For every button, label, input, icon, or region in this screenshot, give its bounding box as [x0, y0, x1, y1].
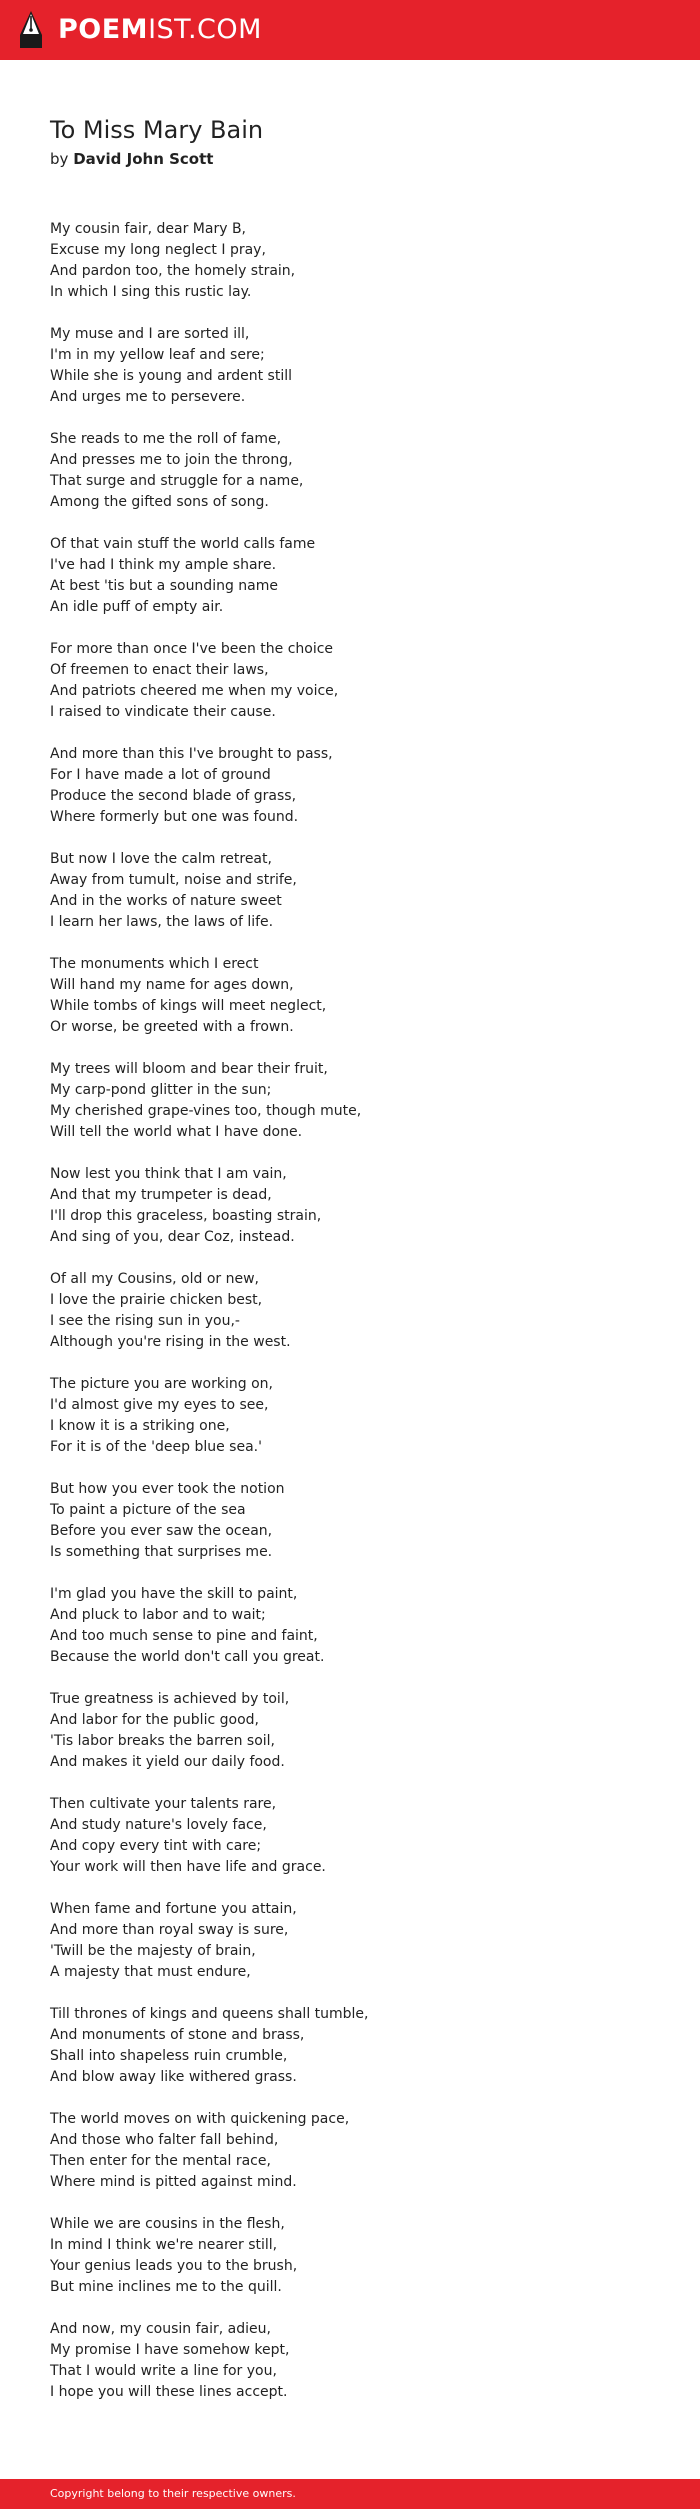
site-logo-link[interactable] — [58, 14, 262, 46]
poem-line: And pardon too, the homely strain, — [50, 263, 296, 279]
poem-body — [50, 219, 650, 2424]
poem-line: Because the world don't call you great. — [50, 1649, 325, 1665]
poem-line: And now, my cousin fair, adieu, — [50, 2321, 271, 2337]
poem-line: But how you ever took the notion — [50, 1481, 285, 1497]
author-link[interactable]: David John Scott — [73, 150, 214, 168]
poem-line: Produce the second blade of grass, — [50, 788, 297, 804]
poem-line: My cherished grape-vines too, though mute, — [50, 1103, 362, 1119]
poem-stanza — [50, 1059, 650, 1143]
poem-line: Where formerly but one was found. — [50, 809, 299, 825]
site-header — [0, 0, 700, 60]
poem-stanza — [50, 849, 650, 933]
poem-stanza — [50, 1164, 650, 1248]
poem-line: And those who falter fall behind, — [50, 2132, 279, 2148]
poem-line: Then cultivate your talents rare, — [50, 1796, 277, 1812]
poem-stanza — [50, 639, 650, 723]
poem-line: Your genius leads you to the brush, — [50, 2258, 298, 2274]
poem-stanza — [50, 534, 650, 618]
poem-line: I'd almost give my eyes to see, — [50, 1397, 269, 1413]
poem-line: But mine inclines me to the quill. — [50, 2279, 282, 2295]
poem-line: Or worse, be greeted with a frown. — [50, 1019, 294, 1035]
poem-stanza — [50, 954, 650, 1038]
poem-line: In mind I think we're nearer still, — [50, 2237, 278, 2253]
poem-line: The monuments which I erect — [50, 956, 259, 972]
brand-bold: POEM — [58, 14, 149, 45]
poem-line: That surge and struggle for a name, — [50, 473, 304, 489]
poem-line: Will hand my name for ages down, — [50, 977, 294, 993]
poem-line: My muse and I are sorted ill, — [50, 326, 250, 342]
poem-line: And makes it yield our daily food. — [50, 1754, 285, 1770]
poem-line: Before you ever saw the ocean, — [50, 1523, 273, 1539]
poem-line: I'll drop this graceless, boasting strain, — [50, 1208, 322, 1224]
poem-stanza — [50, 2214, 650, 2298]
poem-line: The picture you are working on, — [50, 1376, 273, 1392]
poem-line: Shall into shapeless ruin crumble, — [50, 2048, 288, 2064]
poem-line: Of freemen to enact their laws, — [50, 662, 269, 678]
poem-line: I'm glad you have the skill to paint, — [50, 1586, 298, 1602]
poem-line: And more than royal sway is sure, — [50, 1922, 289, 1938]
poem-line: And urges me to persevere. — [50, 389, 246, 405]
poem-line: And study nature's lovely face, — [50, 1817, 267, 1833]
poem-line: And that my trumpeter is dead, — [50, 1187, 272, 1203]
poem-line: In which I sing this rustic lay. — [50, 284, 252, 300]
poem-line: While we are cousins in the flesh, — [50, 2216, 285, 2232]
poem-stanza — [50, 744, 650, 828]
poem-line: I'm in my yellow leaf and sere; — [50, 347, 265, 363]
poem-line: Of all my Cousins, old or new, — [50, 1271, 259, 1287]
poem-line: And in the works of nature sweet — [50, 893, 282, 909]
poem-line: While she is young and ardent still — [50, 368, 292, 384]
poem-line: Among the gifted sons of song. — [50, 494, 269, 510]
poem-line: But now I love the calm retreat, — [50, 851, 272, 867]
poem-line: And too much sense to pine and faint, — [50, 1628, 318, 1644]
poem-line: My carp-pond glitter in the sun; — [50, 1082, 272, 1098]
poem-line: I raised to vindicate their cause. — [50, 704, 276, 720]
poem-line: An idle puff of empty air. — [50, 599, 224, 615]
poem-line: And sing of you, dear Coz, instead. — [50, 1229, 295, 1245]
poem-line: She reads to me the roll of fame, — [50, 431, 282, 447]
poem-line: For I have made a lot of ground — [50, 767, 271, 783]
poem-line: While tombs of kings will meet neglect, — [50, 998, 327, 1014]
poem-line: I know it is a striking one, — [50, 1418, 230, 1434]
poem-line: Where mind is pitted against mind. — [50, 2174, 297, 2190]
poem-line: And labor for the public good, — [50, 1712, 259, 1728]
poem-stanza — [50, 1479, 650, 1563]
poem-line: My cousin fair, dear Mary B, — [50, 221, 246, 237]
poem-stanza — [50, 2109, 650, 2193]
poem-stanza — [50, 1269, 650, 1353]
copyright-text: Copyright belong to their respective owners. — [50, 2487, 296, 2500]
poem-line: And monuments of stone and brass, — [50, 2027, 305, 2043]
poem-line: My trees will bloom and bear their fruit, — [50, 1061, 328, 1077]
site-footer — [0, 2479, 700, 2509]
poem-line: My promise I have somehow kept, — [50, 2342, 290, 2358]
poem-line: Will tell the world what I have done. — [50, 1124, 303, 1140]
poem-line: Then enter for the mental race, — [50, 2153, 271, 2169]
poem-stanza — [50, 1584, 650, 1668]
poem-line: Till thrones of kings and queens shall tumble, — [50, 2006, 369, 2022]
poem-byline — [50, 148, 213, 170]
poem-line: When fame and fortune you attain, — [50, 1901, 297, 1917]
poem-stanza — [50, 2004, 650, 2088]
poem-stanza — [50, 2319, 650, 2403]
poem-line: At best 'tis but a sounding name — [50, 578, 278, 594]
poem-stanza — [50, 1794, 650, 1878]
pen-nib-icon[interactable] — [18, 10, 44, 50]
poem-line: And copy every tint with care; — [50, 1838, 262, 1854]
poem-stanza — [50, 1689, 650, 1773]
poem-line: A majesty that must endure, — [50, 1964, 251, 1980]
poem-line: True greatness is achieved by toil, — [50, 1691, 290, 1707]
poem-line: And patriots cheered me when my voice, — [50, 683, 339, 699]
poem-line: And blow away like withered grass. — [50, 2069, 297, 2085]
poem-line: That I would write a line for you, — [50, 2363, 277, 2379]
poem-line: And presses me to join the throng, — [50, 452, 293, 468]
poem-stanza — [50, 1899, 650, 1983]
poem-line: I love the prairie chicken best, — [50, 1292, 263, 1308]
poem-line: And more than this I've brought to pass, — [50, 746, 333, 762]
poem-line: To paint a picture of the sea — [50, 1502, 246, 1518]
poem-line: Is something that surprises me. — [50, 1544, 273, 1560]
by-label: by — [50, 150, 69, 168]
poem-line: Excuse my long neglect I pray, — [50, 242, 266, 258]
poem-stanza — [50, 429, 650, 513]
poem-line: Of that vain stuff the world calls fame — [50, 536, 316, 552]
poem-line: The world moves on with quickening pace, — [50, 2111, 350, 2127]
poem-line: 'Tis labor breaks the barren soil, — [50, 1733, 275, 1749]
poem-stanza — [50, 324, 650, 408]
poem-line: I've had I think my ample share. — [50, 557, 277, 573]
poem-line: I hope you will these lines accept. — [50, 2384, 288, 2400]
poem-line: I see the rising sun in you,- — [50, 1313, 240, 1329]
poem-line: Although you're rising in the west. — [50, 1334, 291, 1350]
poem-stanza — [50, 1374, 650, 1458]
poem-line: For it is of the 'deep blue sea.' — [50, 1439, 262, 1455]
poem-title: To Miss Mary Bain — [50, 116, 264, 144]
poem-stanza — [50, 219, 650, 303]
poem-line: I learn her laws, the laws of life. — [50, 914, 274, 930]
poem-line: For more than once I've been the choice — [50, 641, 334, 657]
poem-line: Your work will then have life and grace. — [50, 1859, 326, 1875]
poem-line: 'Twill be the majesty of brain, — [50, 1943, 256, 1959]
poem-line: And pluck to labor and to wait; — [50, 1607, 266, 1623]
brand-light: IST.COM — [148, 14, 262, 45]
poem-line: Now lest you think that I am vain, — [50, 1166, 287, 1182]
poem-line: Away from tumult, noise and strife, — [50, 872, 297, 888]
